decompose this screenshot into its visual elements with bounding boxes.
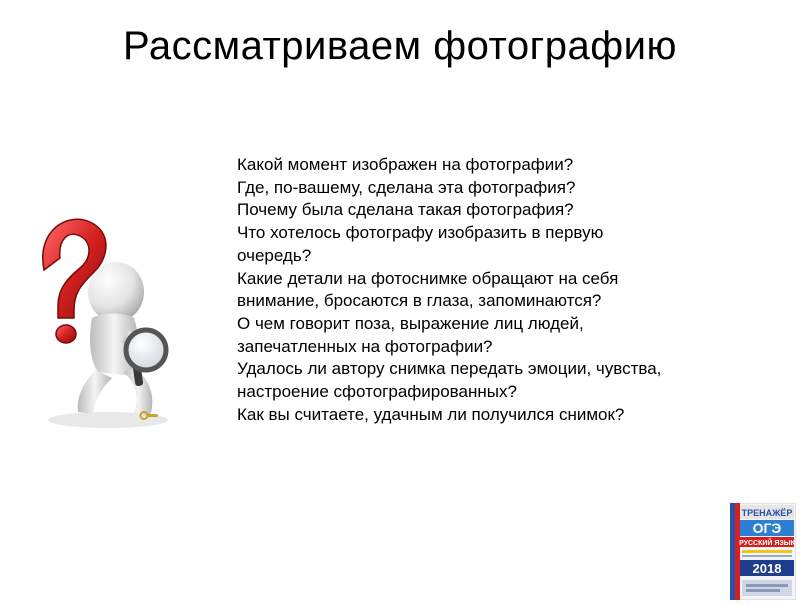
book-label-year: 2018: [752, 561, 782, 576]
book-label-brand: ОГЭ: [752, 520, 782, 536]
question-line: О чем говорит поза, выражение лиц людей,: [237, 313, 584, 333]
question-line: Что хотелось фотографу изобразить в первую: [237, 223, 604, 243]
question-line: Какие детали на фотоснимке обращают на себя: [237, 268, 619, 288]
question-figure-magnifier-icon: [28, 200, 218, 440]
slide-title: Рассматриваем фотографию: [122, 24, 677, 68]
question-line: запечатленных на фотографии?: [237, 336, 493, 356]
question-line: очередь?: [237, 245, 312, 265]
exam-book-cover-icon: [724, 503, 796, 600]
question-line: Как вы считаете, удачным ли получился снимок?: [237, 404, 625, 424]
question-line: Где, по-вашему, сделана эта фотография?: [237, 177, 576, 197]
question-line: внимание, бросаются в глаза, запоминаются?: [237, 291, 602, 311]
question-line: Какой момент изображен на фотографии?: [237, 155, 574, 174]
question-list: [237, 154, 757, 426]
question-line: Почему была сделана такая фотография?: [237, 200, 574, 220]
book-label-top: ТРЕНАЖЁР: [741, 508, 793, 518]
question-line: настроение сфотографированных?: [237, 382, 517, 402]
book-label-subject: РУССКИЙ ЯЗЫК: [739, 540, 795, 547]
question-line: Удалось ли автору снимка передать эмоции, чувства,: [237, 359, 662, 379]
